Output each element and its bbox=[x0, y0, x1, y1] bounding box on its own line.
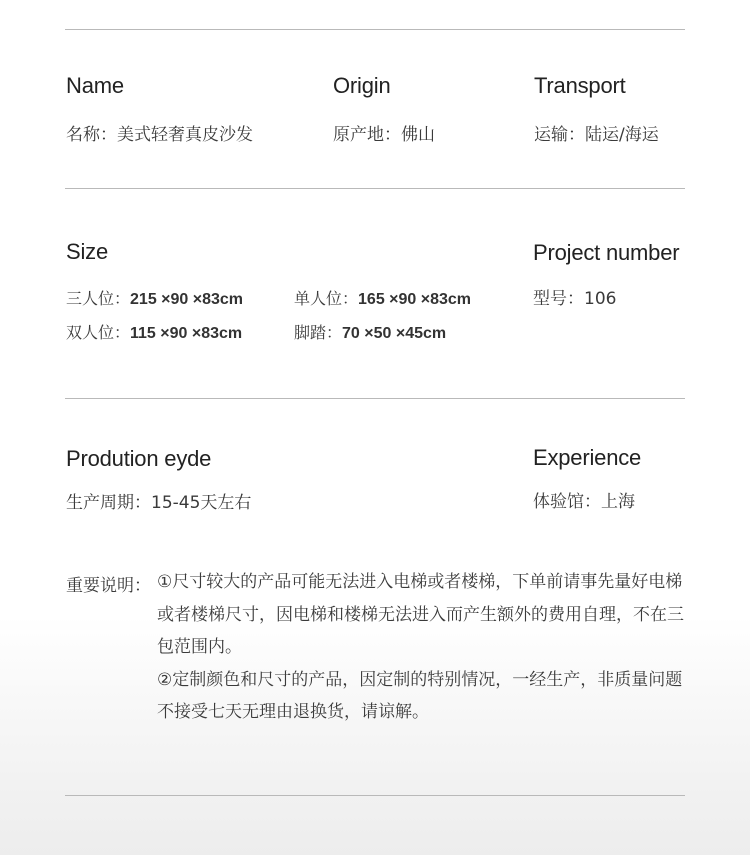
size-item-three-seat bbox=[66, 286, 243, 309]
important-note-label: 重要说明： bbox=[66, 576, 151, 596]
size-item-label: 单人位： bbox=[294, 289, 359, 308]
size-item-unit: cm bbox=[219, 291, 244, 308]
size-item-label: 双人位： bbox=[66, 323, 131, 342]
size-item-single-seat bbox=[294, 286, 471, 309]
size-item-unit: cm bbox=[422, 325, 447, 342]
size-item-dims: 115 ×90 ×83 bbox=[130, 325, 219, 342]
size-item-label: 脚踏： bbox=[294, 323, 343, 342]
size-item-unit: cm bbox=[219, 325, 243, 342]
divider-top bbox=[65, 29, 685, 30]
size-item-dims: 165 ×90 ×83 bbox=[358, 291, 448, 308]
production-value: 生产周期：15-45天左右 bbox=[66, 493, 252, 513]
production-heading: Prodution eyde bbox=[66, 446, 212, 471]
transport-heading: Transport bbox=[534, 73, 626, 98]
origin-value: 原产地：佛山 bbox=[333, 125, 435, 145]
project-number-heading: Project number bbox=[533, 240, 680, 265]
size-item-unit: cm bbox=[447, 291, 472, 308]
project-number-value: 型号：106 bbox=[533, 289, 617, 309]
divider-bottom bbox=[65, 795, 685, 796]
important-note-body bbox=[157, 566, 687, 729]
experience-value: 体验馆：上海 bbox=[533, 492, 635, 512]
experience-heading: Experience bbox=[533, 445, 642, 470]
divider-2 bbox=[65, 398, 685, 399]
size-item-dims: 215 ×90 ×83 bbox=[130, 291, 220, 308]
size-item-dims: 70 ×50 ×45 bbox=[342, 325, 423, 342]
size-item-two-seat bbox=[66, 320, 242, 343]
origin-heading: Origin bbox=[333, 73, 391, 98]
note-item: ②定制颜色和尺寸的产品，因定制的特别情况，一经生产，非质量问题不接受七天无理由退换货，请谅解。 bbox=[157, 669, 683, 722]
name-heading: Name bbox=[66, 73, 124, 98]
transport-value: 运输：陆运/海运 bbox=[534, 125, 659, 145]
note-item: ①尺寸较大的产品可能无法进入电梯或者楼梯，下单前请事先量好电梯或者楼梯尺寸，因电梯和楼梯无法进入而产生额外的费用自理，不在三包范围内。 bbox=[157, 572, 684, 657]
size-heading: Size bbox=[66, 239, 108, 264]
size-item-footstool bbox=[294, 320, 446, 343]
name-value: 名称：美式轻奢真皮沙发 bbox=[66, 125, 253, 145]
divider-1 bbox=[65, 188, 685, 189]
size-item-label: 三人位： bbox=[66, 289, 131, 308]
